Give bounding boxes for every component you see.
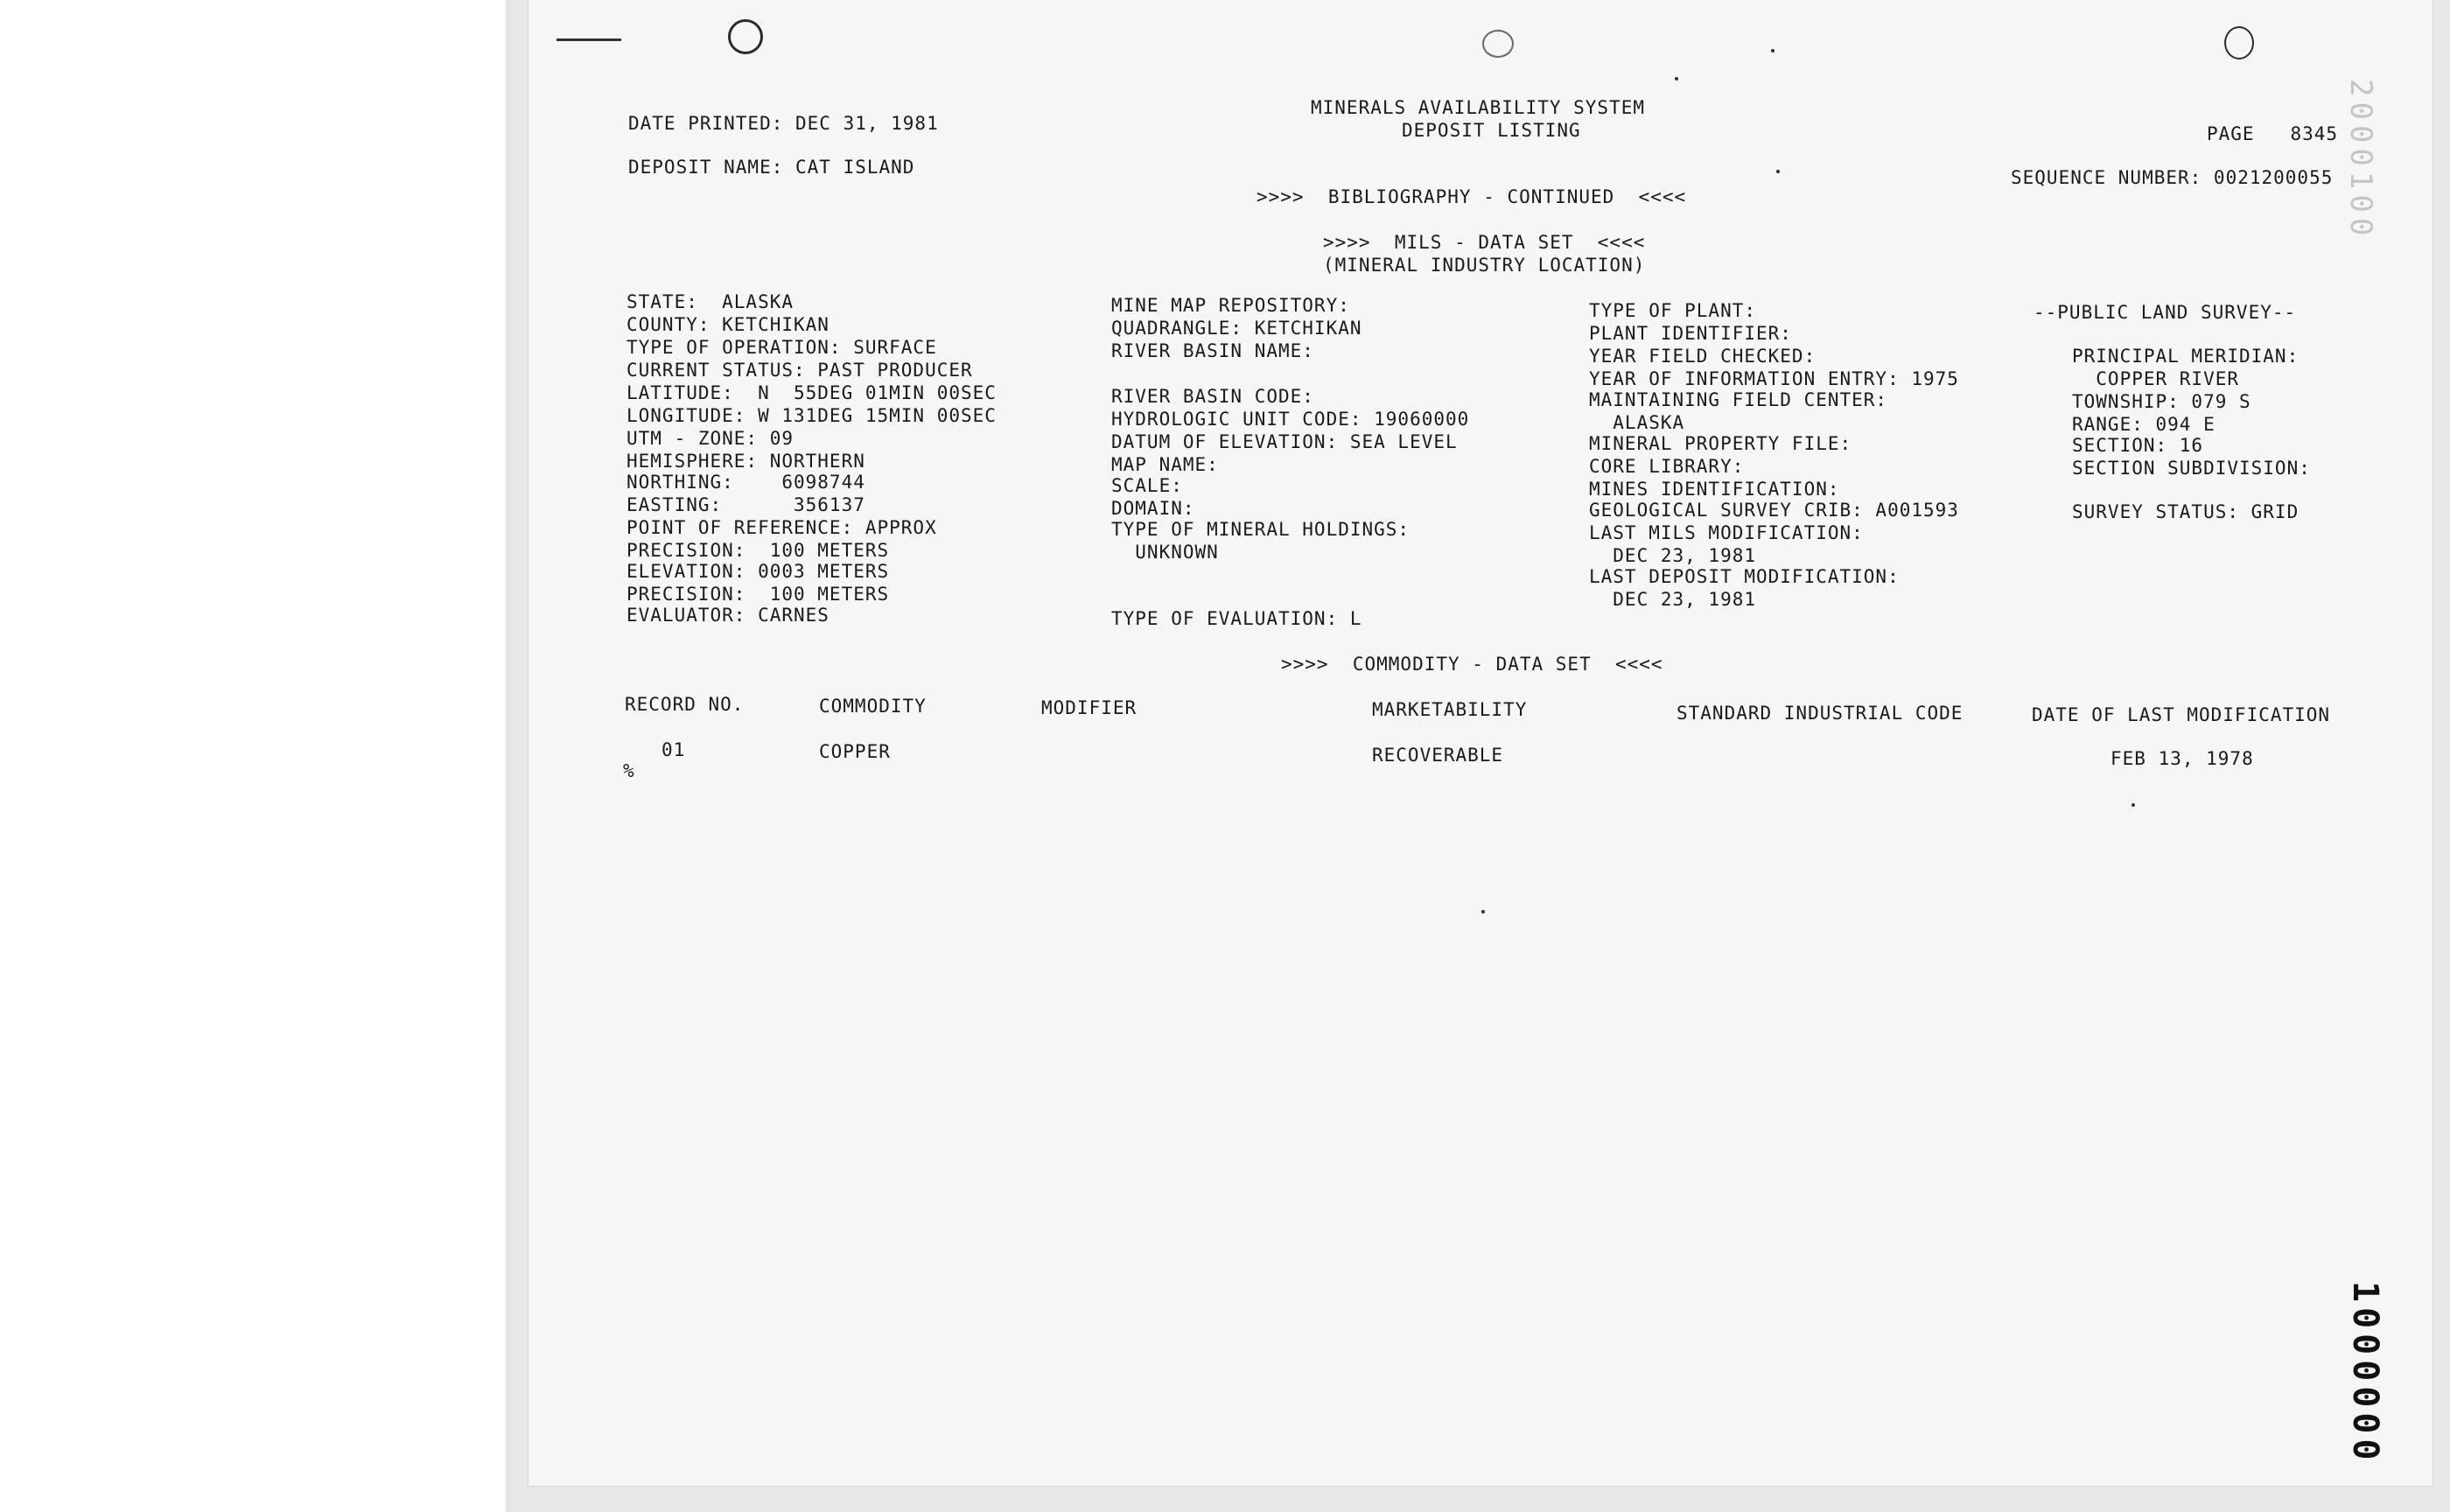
listing-title: DEPOSIT LISTING [1402, 120, 1581, 141]
field-line: LONGITUDE: W 131DEG 15MIN 00SEC [626, 405, 997, 426]
field-line: MINERAL PROPERTY FILE: [1589, 433, 1852, 454]
field-line: PRECISION: 100 METERS [626, 584, 890, 605]
field-line: EVALUATOR: CARNES [626, 605, 830, 626]
field-line: DOMAIN: [1111, 498, 1195, 519]
field-line: MAINTAINING FIELD CENTER: [1589, 389, 1888, 410]
punch-hole [2224, 26, 2254, 60]
field-line: LAST DEPOSIT MODIFICATION: [1589, 566, 1900, 587]
field-line: QUADRANGLE: KETCHIKAN [1111, 318, 1362, 339]
field-line: DATUM OF ELEVATION: SEA LEVEL [1111, 431, 1458, 452]
header-modifier: MODIFIER [1041, 697, 1138, 718]
field-line: NORTHING: 6098744 [626, 472, 865, 493]
punch-hole [1482, 30, 1514, 58]
field-line: TYPE OF MINERAL HOLDINGS: [1111, 519, 1410, 540]
field-line: SURVEY STATUS: GRID [2072, 501, 2300, 522]
mils-subtitle: (MINERAL INDUSTRY LOCATION) [1323, 255, 1646, 276]
field-line: PLANT IDENTIFIER: [1589, 323, 1792, 344]
field-line: POINT OF REFERENCE: APPROX [626, 517, 937, 538]
field-line: COPPER RIVER [2072, 368, 2240, 389]
field-line: CURRENT STATUS: PAST PRODUCER [626, 360, 973, 381]
field-line: LAST MILS MODIFICATION: [1589, 522, 1864, 543]
stray-mark [556, 38, 621, 41]
header-sic: STANDARD INDUSTRIAL CODE [1676, 703, 1964, 724]
mils-heading: >>>> MILS - DATA SET <<<< [1323, 232, 1646, 253]
field-line: CORE LIBRARY: [1589, 456, 1745, 477]
field-line: DEC 23, 1981 [1589, 589, 1757, 610]
field-line: TOWNSHIP: 079 S [2072, 391, 2251, 412]
field-line: RIVER BASIN NAME: [1111, 340, 1314, 361]
field-line: EASTING: 356137 [626, 494, 865, 515]
field-line: SECTION SUBDIVISION: [2072, 458, 2311, 479]
field-line: GEOLOGICAL SURVEY CRIB: A001593 [1589, 500, 1959, 521]
field-line: TYPE OF PLANT: [1589, 300, 1757, 321]
field-line: STATE: ALASKA [626, 291, 794, 312]
sequence-number: SEQUENCE NUMBER: 0021200055 [2011, 167, 2334, 188]
evaluation-type: TYPE OF EVALUATION: L [1111, 608, 1362, 629]
document-page [528, 0, 2432, 1486]
field-line: RIVER BASIN CODE: [1111, 386, 1314, 407]
field-line: ALASKA [1589, 412, 1685, 433]
field-line: MINE MAP REPOSITORY: [1111, 295, 1350, 316]
row-commodity: COPPER [819, 741, 891, 762]
stray-dot [1675, 77, 1678, 80]
stray-dot [1776, 170, 1780, 173]
field-line: ELEVATION: 0003 METERS [626, 561, 890, 582]
bibliography-heading: >>>> BIBLIOGRAPHY - CONTINUED <<<< [1256, 186, 1687, 207]
header-record-no: RECORD NO. [625, 694, 745, 715]
field-line: PRECISION: 100 METERS [626, 540, 890, 561]
deposit-name: DEPOSIT NAME: CAT ISLAND [628, 157, 915, 178]
stray-dot [1481, 910, 1485, 914]
field-line: YEAR FIELD CHECKED: [1589, 346, 1816, 367]
field-line: MAP NAME: [1111, 454, 1219, 475]
page-number: PAGE 8345 [2207, 123, 2339, 144]
field-line: TYPE OF OPERATION: SURFACE [626, 337, 937, 358]
row-date-mod: FEB 13, 1978 [2110, 748, 2254, 769]
field-line: PRINCIPAL MERIDIAN: [2072, 346, 2300, 367]
header-commodity: COMMODITY [819, 696, 927, 717]
field-line: YEAR OF INFORMATION ENTRY: 1975 [1589, 368, 1959, 389]
stray-dot [2132, 803, 2135, 807]
commodity-heading: >>>> COMMODITY - DATA SET <<<< [1281, 654, 1663, 675]
field-line: HYDROLOGIC UNIT CODE: 19060000 [1111, 409, 1470, 430]
stray-dot [1771, 49, 1774, 52]
field-line: LATITUDE: N 55DEG 01MIN 00SEC [626, 382, 997, 403]
field-line: MINES IDENTIFICATION: [1589, 479, 1840, 500]
faint-margin-number: 2000100 [2343, 79, 2378, 242]
field-line: UNKNOWN [1111, 542, 1219, 563]
header-marketability: MARKETABILITY [1372, 699, 1528, 720]
field-line: SECTION: 16 [2072, 435, 2204, 456]
field-line: COUNTY: KETCHIKAN [626, 314, 830, 335]
film-number: 1000000 [2345, 1281, 2385, 1466]
percent-mark: % [623, 760, 635, 781]
land-survey-title: --PUBLIC LAND SURVEY-- [2034, 302, 2297, 323]
field-line: RANGE: 094 E [2072, 414, 2216, 435]
field-line: HEMISPHERE: NORTHERN [626, 451, 865, 472]
date-printed: DATE PRINTED: DEC 31, 1981 [628, 113, 939, 134]
row-record-no: 01 [662, 739, 686, 760]
field-line: SCALE: [1111, 475, 1183, 496]
header-date-mod: DATE OF LAST MODIFICATION [2032, 704, 2331, 725]
field-line: UTM - ZONE: 09 [626, 428, 794, 449]
row-marketability: RECOVERABLE [1372, 745, 1504, 766]
field-line: DEC 23, 1981 [1589, 545, 1757, 566]
punch-hole [728, 19, 763, 54]
system-title: MINERALS AVAILABILITY SYSTEM [1311, 97, 1646, 118]
